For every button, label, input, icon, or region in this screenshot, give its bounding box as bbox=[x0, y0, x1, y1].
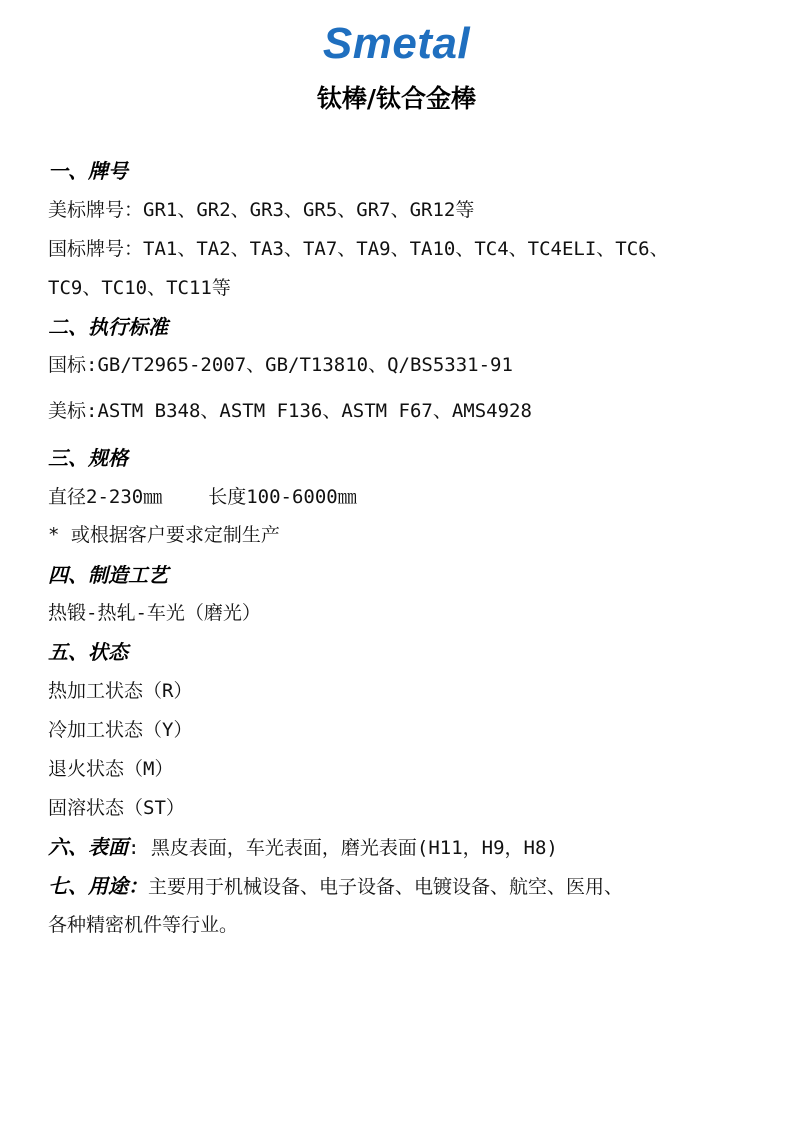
specs-custom-note: * 或根据客户要求定制生产 bbox=[48, 524, 280, 546]
usage-text-1: 主要用于机械设备、电子设备、电镀设备、航空、医用、 bbox=[148, 876, 624, 898]
specs-diameter: 直径2-230㎜ bbox=[48, 486, 163, 508]
condition-item: 热加工状态（R） bbox=[48, 680, 193, 702]
specs-length: 长度100-6000㎜ bbox=[208, 486, 357, 508]
grades-cn-line-2: TC9、TC10、TC11等 bbox=[48, 277, 231, 299]
surface-line bbox=[48, 833, 768, 862]
specs-size-line bbox=[48, 483, 768, 511]
section-heading-surface: 六、表面 bbox=[48, 835, 128, 859]
section-heading-process: 四、制造工艺 bbox=[48, 563, 168, 587]
section-heading-usage: 七、用途： bbox=[48, 874, 148, 898]
grades-us-line: 美标牌号：GR1、GR2、GR3、GR5、GR7、GR12等 bbox=[48, 199, 475, 221]
section-heading-grades: 一、牌号 bbox=[48, 159, 128, 183]
grades-cn-line-1: 国标牌号：TA1、TA2、TA3、TA7、TA9、TA10、TC4、TC4ELI、TC6、 bbox=[48, 238, 669, 260]
section-heading-standards: 二、执行标准 bbox=[48, 315, 168, 339]
standards-cn-line: 国标:GB/T2965-2007、GB/T13810、Q/BS5331-91 bbox=[48, 354, 513, 376]
smetal-logo: Smetal bbox=[322, 19, 471, 68]
surface-text: : 黑皮表面，车光表面，磨光表面(H11，H9，H8) bbox=[128, 837, 558, 859]
section-heading-condition: 五、状态 bbox=[48, 640, 128, 664]
condition-item: 固溶状态（ST） bbox=[48, 797, 185, 819]
standards-us-line: 美标:ASTM B348、ASTM F136、ASTM F67、AMS4928 bbox=[48, 400, 532, 422]
section-heading-specs: 三、规格 bbox=[48, 446, 128, 470]
condition-item: 冷加工状态（Y） bbox=[48, 719, 193, 741]
usage-line-2: 各种精密机件等行业。 bbox=[48, 914, 239, 936]
process-line: 热锻-热轧-车光（磨光） bbox=[48, 602, 261, 624]
usage-line-1 bbox=[48, 872, 768, 901]
document-title: 钛棒/钛合金棒 bbox=[316, 84, 477, 113]
condition-item: 退火状态（M） bbox=[48, 758, 174, 780]
